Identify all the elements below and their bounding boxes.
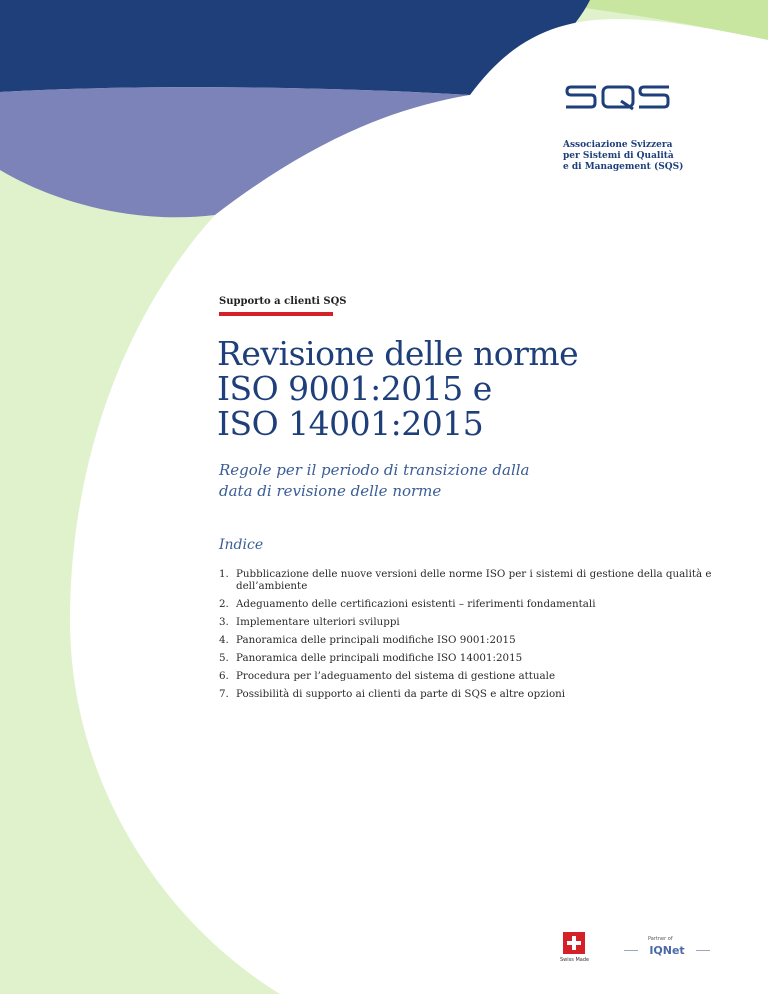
toc-item-text: Panoramica delle principali modifiche ISO 14001:2015: [236, 652, 523, 664]
document-subtitle: [219, 460, 699, 502]
org-name-line-1: Associazione Svizzera: [563, 140, 673, 150]
toc-item-text: Implementare ulteriori sviluppi: [236, 616, 400, 628]
toc-item-text: Possibilità di supporto ai clienti da parte di SQS e altre opzioni: [236, 688, 566, 700]
toc-item-number: 2.: [219, 598, 229, 610]
swiss-flag-icon: [563, 932, 585, 954]
toc-item-text: Procedura per l’adeguamento del sistema di gestione attuale: [236, 670, 556, 682]
toc-item-text: Panoramica delle principali modifiche ISO 9001:2015: [236, 634, 516, 646]
toc-item-5: [219, 652, 739, 664]
toc-item-1: [219, 568, 739, 592]
iqnet-logo: IQNet: [649, 944, 685, 957]
toc-item-6: [219, 670, 739, 682]
swiss-made-label: Swiss Made: [560, 957, 590, 963]
toc-item-number: 7.: [219, 688, 229, 700]
toc-item-3: [219, 616, 739, 628]
title-line-2: ISO 9001:2015 e: [217, 369, 492, 408]
title-line-1: Revisione delle norme: [217, 334, 579, 373]
partner-of-label: Partner of: [648, 936, 673, 942]
sqs-logo: [563, 81, 671, 113]
toc-item-7: [219, 688, 739, 700]
iqnet-left-rule: [624, 950, 638, 951]
org-name-line-3: e di Management (SQS): [563, 162, 684, 172]
title-line-3: ISO 14001:2015: [217, 404, 484, 443]
toc-item-2: [219, 598, 739, 610]
table-of-contents: [219, 568, 739, 706]
organization-name: [563, 140, 723, 173]
toc-item-4: [219, 634, 739, 646]
toc-item-number: 5.: [219, 652, 229, 664]
kicker-label: Supporto a clienti SQS: [219, 296, 347, 307]
toc-item-number: 4.: [219, 634, 229, 646]
toc-item-text: Adeguamento delle certificazioni esistenti – riferimenti fondamentali: [236, 598, 596, 610]
org-name-line-2: per Sistemi di Qualità: [563, 151, 674, 161]
toc-item-text: Pubblicazione delle nuove versioni delle norme ISO per i sistemi di gestione della qualità e dell’ambiente: [236, 568, 712, 592]
toc-item-number: 1.: [219, 568, 229, 580]
toc-item-number: 3.: [219, 616, 229, 628]
document-title: [217, 336, 737, 441]
toc-item-number: 6.: [219, 670, 229, 682]
subtitle-line-1: Regole per il periodo di transizione dalla: [219, 461, 530, 479]
iqnet-right-rule: [696, 950, 710, 951]
kicker-red-underline: [219, 312, 333, 316]
subtitle-line-2: data di revisione delle norme: [219, 482, 442, 500]
index-heading: Indice: [219, 537, 264, 553]
